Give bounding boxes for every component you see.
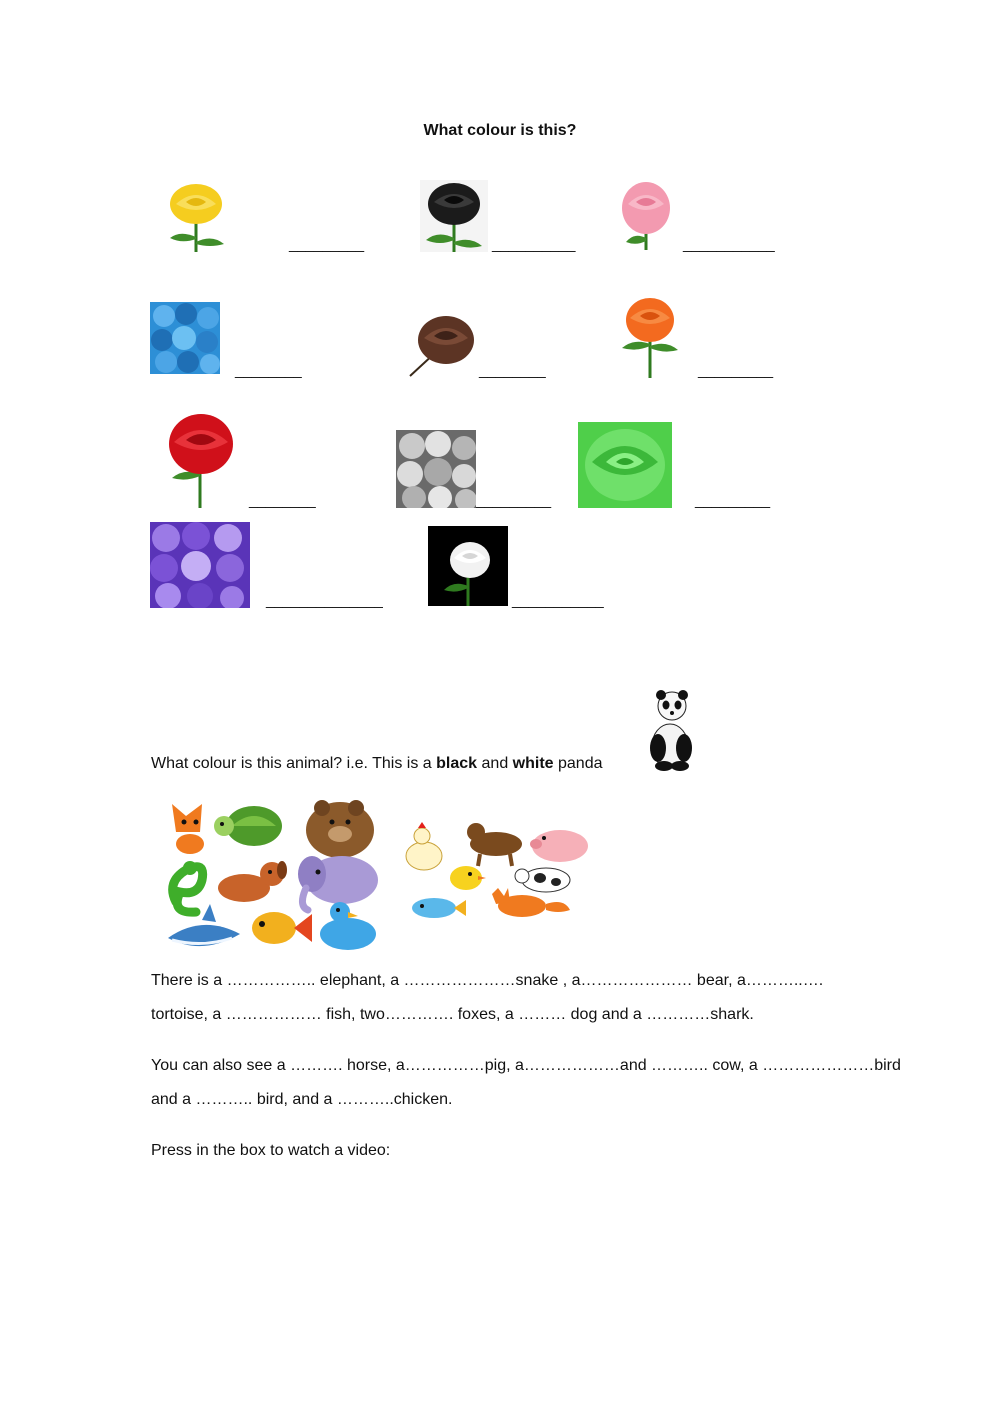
white-rose-image [428,526,508,606]
green-rose-blank[interactable]: _________ [695,492,771,509]
red-rose-image [164,412,238,508]
pink-rose-blank[interactable]: ___________ [683,236,775,253]
purple-rose-image [150,522,250,608]
red-rose-blank[interactable]: ________ [249,492,316,509]
purple-rose-blank[interactable]: ______________ [266,592,383,609]
black-rose-blank[interactable]: __________ [492,236,576,253]
bear-icon [306,800,374,858]
animals-group-1-image [162,796,386,962]
fox-icon [492,888,570,917]
yellow-rose-blank[interactable]: _________ [289,236,365,253]
bird-icon [320,902,376,950]
video-prompt: Press in the box to watch a video: [151,1142,391,1159]
orange-rose-image [618,296,682,378]
horse-icon [467,823,522,866]
animals-group-2-image [400,818,592,926]
snake-icon [173,861,203,912]
pink-rose-image [618,180,674,250]
pig-icon [530,830,588,862]
elephant-icon [298,856,378,910]
sentence-line-2: tortoise, a ……………… fish, two…………. foxes, a ……… dog and a …………shark. [151,1006,754,1023]
cow-icon [515,868,570,892]
black-rose-image [420,180,488,252]
sentence-line-3: You can also see a ………. horse, a……………pig, a………………and ……….. cow, a …………………bird [151,1057,901,1074]
and-word: and [477,755,513,772]
sentence-line-1: There is a …………….. elephant, a …………………snake , a………………… bear, a………..…. [151,972,824,989]
grey-rose-image [396,430,476,508]
blue-rose-image [150,302,220,374]
blue-fish-bird-icon [412,898,466,918]
brown-rose-blank[interactable]: ________ [479,362,546,379]
sentence-line-4: and a ……….. bird, and a ………..chicken. [151,1091,453,1108]
animal-question [151,755,603,773]
dog-icon [218,861,287,902]
panda-image [644,690,698,772]
white-word: white [512,755,554,772]
page-title: What colour is this? [423,122,577,139]
brown-rose-image [406,312,478,378]
tortoise-icon [214,806,282,846]
yellow-rose-image [162,182,230,252]
fish-icon [252,912,312,944]
chicken-icon [406,822,442,870]
green-rose-image [578,422,672,508]
white-rose-blank[interactable]: ___________ [512,592,604,609]
chick-icon [450,866,486,890]
orange-rose-blank[interactable]: _________ [698,362,774,379]
animal-question-suffix: panda [553,755,603,772]
grey-rose-blank[interactable]: _________ [476,492,552,509]
fox-icon [172,804,204,854]
animal-question-prefix: What colour is this animal? i.e. This is a [151,755,437,772]
black-word: black [436,755,478,772]
blue-rose-blank[interactable]: ________ [235,362,302,379]
